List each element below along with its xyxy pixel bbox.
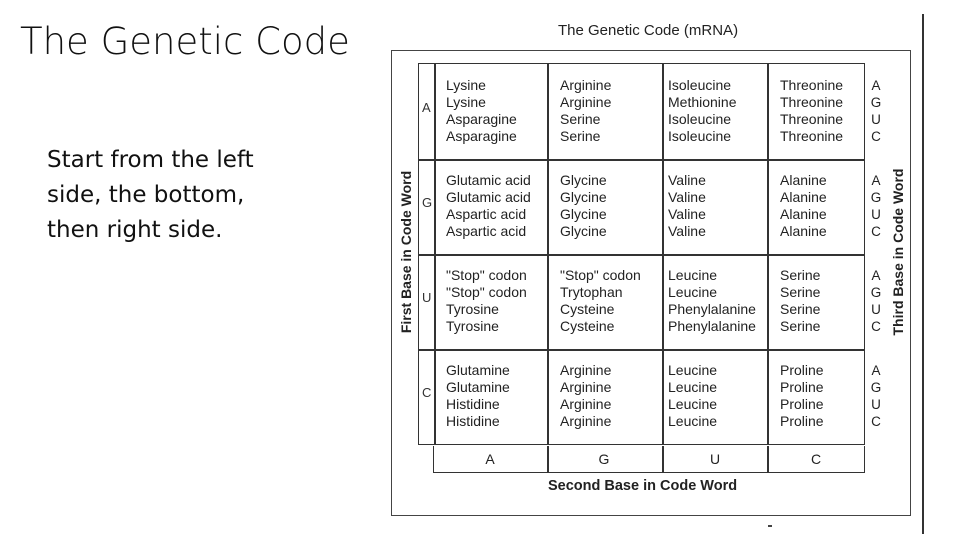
slide-title: The Genetic Code xyxy=(20,20,350,63)
amino-acid: "Stop" codon xyxy=(560,267,641,283)
amino-acid: Arginine xyxy=(560,362,612,378)
third-base-letters xyxy=(869,362,883,430)
amino-acid: Histidine xyxy=(446,396,500,412)
amino-acid: Arginine xyxy=(560,77,612,93)
amino-acid: Isoleucine xyxy=(668,128,732,144)
amino-acid: Serine xyxy=(560,128,601,144)
amino-acid: Tyrosine xyxy=(446,301,499,317)
third-base-letter: G xyxy=(870,285,882,300)
amino-acid: Glutamic acid xyxy=(446,172,531,188)
third-base-letter: C xyxy=(871,224,881,239)
codon-cell xyxy=(446,267,527,335)
third-base-letter: G xyxy=(870,190,882,205)
third-base-letter: C xyxy=(871,319,881,334)
amino-acid: Alanine xyxy=(780,189,827,205)
codon-cell xyxy=(668,362,717,430)
grid-row-divider xyxy=(419,349,864,351)
amino-acid: Glycine xyxy=(560,172,607,188)
first-base-letter: U xyxy=(422,290,432,305)
amino-acid: Histidine xyxy=(446,413,500,429)
amino-acid: Valine xyxy=(668,172,706,188)
amino-acid: Proline xyxy=(780,413,824,429)
amino-acid: Serine xyxy=(560,111,601,127)
amino-acid: Threonine xyxy=(780,77,844,93)
body-line: Start from the left xyxy=(47,147,254,173)
codon-cell xyxy=(668,77,737,145)
codon-cell xyxy=(446,362,510,430)
amino-acid: Threonine xyxy=(780,94,844,110)
amino-acid: Serine xyxy=(780,267,821,283)
codon-cell xyxy=(780,267,820,335)
amino-acid: Valine xyxy=(668,189,706,205)
amino-acid: Arginine xyxy=(560,413,612,429)
amino-acid: Glutamine xyxy=(446,362,510,378)
amino-acid: Threonine xyxy=(780,128,844,144)
codon-cell xyxy=(668,172,706,240)
first-base-letter: G xyxy=(422,195,433,210)
second-base-divider xyxy=(662,446,664,472)
body-line: side, the bottom, xyxy=(47,182,245,208)
amino-acid: Cysteine xyxy=(560,318,615,334)
scan-mark xyxy=(768,525,772,527)
amino-acid: Phenylalanine xyxy=(668,318,756,334)
second-base-letter: A xyxy=(485,451,495,467)
second-base-axis-label: Second Base in Code Word xyxy=(548,478,738,494)
codon-cell xyxy=(560,172,607,240)
third-base-letter: C xyxy=(871,129,881,144)
third-base-letter: A xyxy=(871,78,881,93)
second-base-letter: U xyxy=(709,451,721,467)
amino-acid: Isoleucine xyxy=(668,77,732,93)
second-base-divider xyxy=(767,446,769,472)
third-base-letters xyxy=(869,267,883,335)
codon-cell xyxy=(446,77,517,145)
second-base-letter: G xyxy=(598,451,610,467)
codon-cell xyxy=(560,362,611,430)
amino-acid: Lysine xyxy=(446,94,486,110)
amino-acid: "Stop" codon xyxy=(446,284,527,300)
third-base-letter: U xyxy=(871,207,881,222)
codon-cell xyxy=(780,172,827,240)
amino-acid: Leucine xyxy=(668,413,718,429)
amino-acid: Valine xyxy=(668,223,706,239)
amino-acid: Serine xyxy=(780,318,821,334)
amino-acid: Tyrosine xyxy=(446,318,499,334)
codon-cell xyxy=(560,267,641,335)
amino-acid: Arginine xyxy=(560,396,612,412)
third-base-letters xyxy=(869,77,883,145)
amino-acid: Isoleucine xyxy=(668,111,732,127)
third-base-letter: U xyxy=(871,112,881,127)
codon-cell xyxy=(780,77,843,145)
third-base-letter: A xyxy=(871,173,881,188)
amino-acid: Glutamine xyxy=(446,379,510,395)
amino-acid: Asparagine xyxy=(446,111,517,127)
amino-acid: Leucine xyxy=(668,379,718,395)
amino-acid: Proline xyxy=(780,396,824,412)
amino-acid: Alanine xyxy=(780,206,827,222)
amino-acid: Glycine xyxy=(560,223,607,239)
amino-acid: Serine xyxy=(780,301,821,317)
divider-line xyxy=(922,14,924,534)
amino-acid: Leucine xyxy=(668,362,718,378)
amino-acid: Arginine xyxy=(560,94,612,110)
second-base-letter: C xyxy=(810,451,822,467)
amino-acid: Proline xyxy=(780,362,824,378)
amino-acid: Threonine xyxy=(780,111,844,127)
third-base-letter: C xyxy=(871,414,881,429)
amino-acid: Leucine xyxy=(668,267,718,283)
amino-acid: Glycine xyxy=(560,189,607,205)
codon-cell xyxy=(446,172,531,240)
third-base-letters xyxy=(869,172,883,240)
amino-acid: Cysteine xyxy=(560,301,615,317)
genetic-code-figure xyxy=(388,14,928,534)
codon-cell xyxy=(668,267,756,335)
amino-acid: Leucine xyxy=(668,284,718,300)
codon-cell xyxy=(780,362,824,430)
body-line: then right side. xyxy=(47,217,223,243)
amino-acid: Alanine xyxy=(780,223,827,239)
grid-row-divider xyxy=(419,159,864,161)
first-base-letter: C xyxy=(422,385,432,400)
amino-acid: Trytophan xyxy=(560,284,623,300)
third-base-letter: U xyxy=(871,302,881,317)
amino-acid: Serine xyxy=(780,284,821,300)
second-base-divider xyxy=(547,446,549,472)
amino-acid: Valine xyxy=(668,206,706,222)
third-base-axis-label: Third Base in Code Word xyxy=(890,168,906,336)
third-base-letter: G xyxy=(870,95,882,110)
amino-acid: Aspartic acid xyxy=(446,206,527,222)
grid-row-divider xyxy=(419,254,864,256)
slide-body xyxy=(47,143,307,248)
amino-acid: "Stop" codon xyxy=(446,267,527,283)
amino-acid: Arginine xyxy=(560,379,612,395)
amino-acid: Glycine xyxy=(560,206,607,222)
third-base-letter: G xyxy=(870,380,882,395)
amino-acid: Methionine xyxy=(668,94,737,110)
amino-acid: Proline xyxy=(780,379,824,395)
amino-acid: Asparagine xyxy=(446,128,517,144)
amino-acid: Aspartic acid xyxy=(446,223,527,239)
first-base-letter: A xyxy=(422,100,431,115)
amino-acid: Leucine xyxy=(668,396,718,412)
first-base-axis-label: First Base in Code Word xyxy=(398,170,414,334)
amino-acid: Lysine xyxy=(446,77,486,93)
amino-acid: Glutamic acid xyxy=(446,189,531,205)
third-base-letter: U xyxy=(871,397,881,412)
codon-cell xyxy=(560,77,611,145)
third-base-letter: A xyxy=(871,268,881,283)
amino-acid: Alanine xyxy=(780,172,827,188)
third-base-letter: A xyxy=(871,363,881,378)
figure-title: The Genetic Code (mRNA) xyxy=(558,22,739,39)
amino-acid: Phenylalanine xyxy=(668,301,756,317)
